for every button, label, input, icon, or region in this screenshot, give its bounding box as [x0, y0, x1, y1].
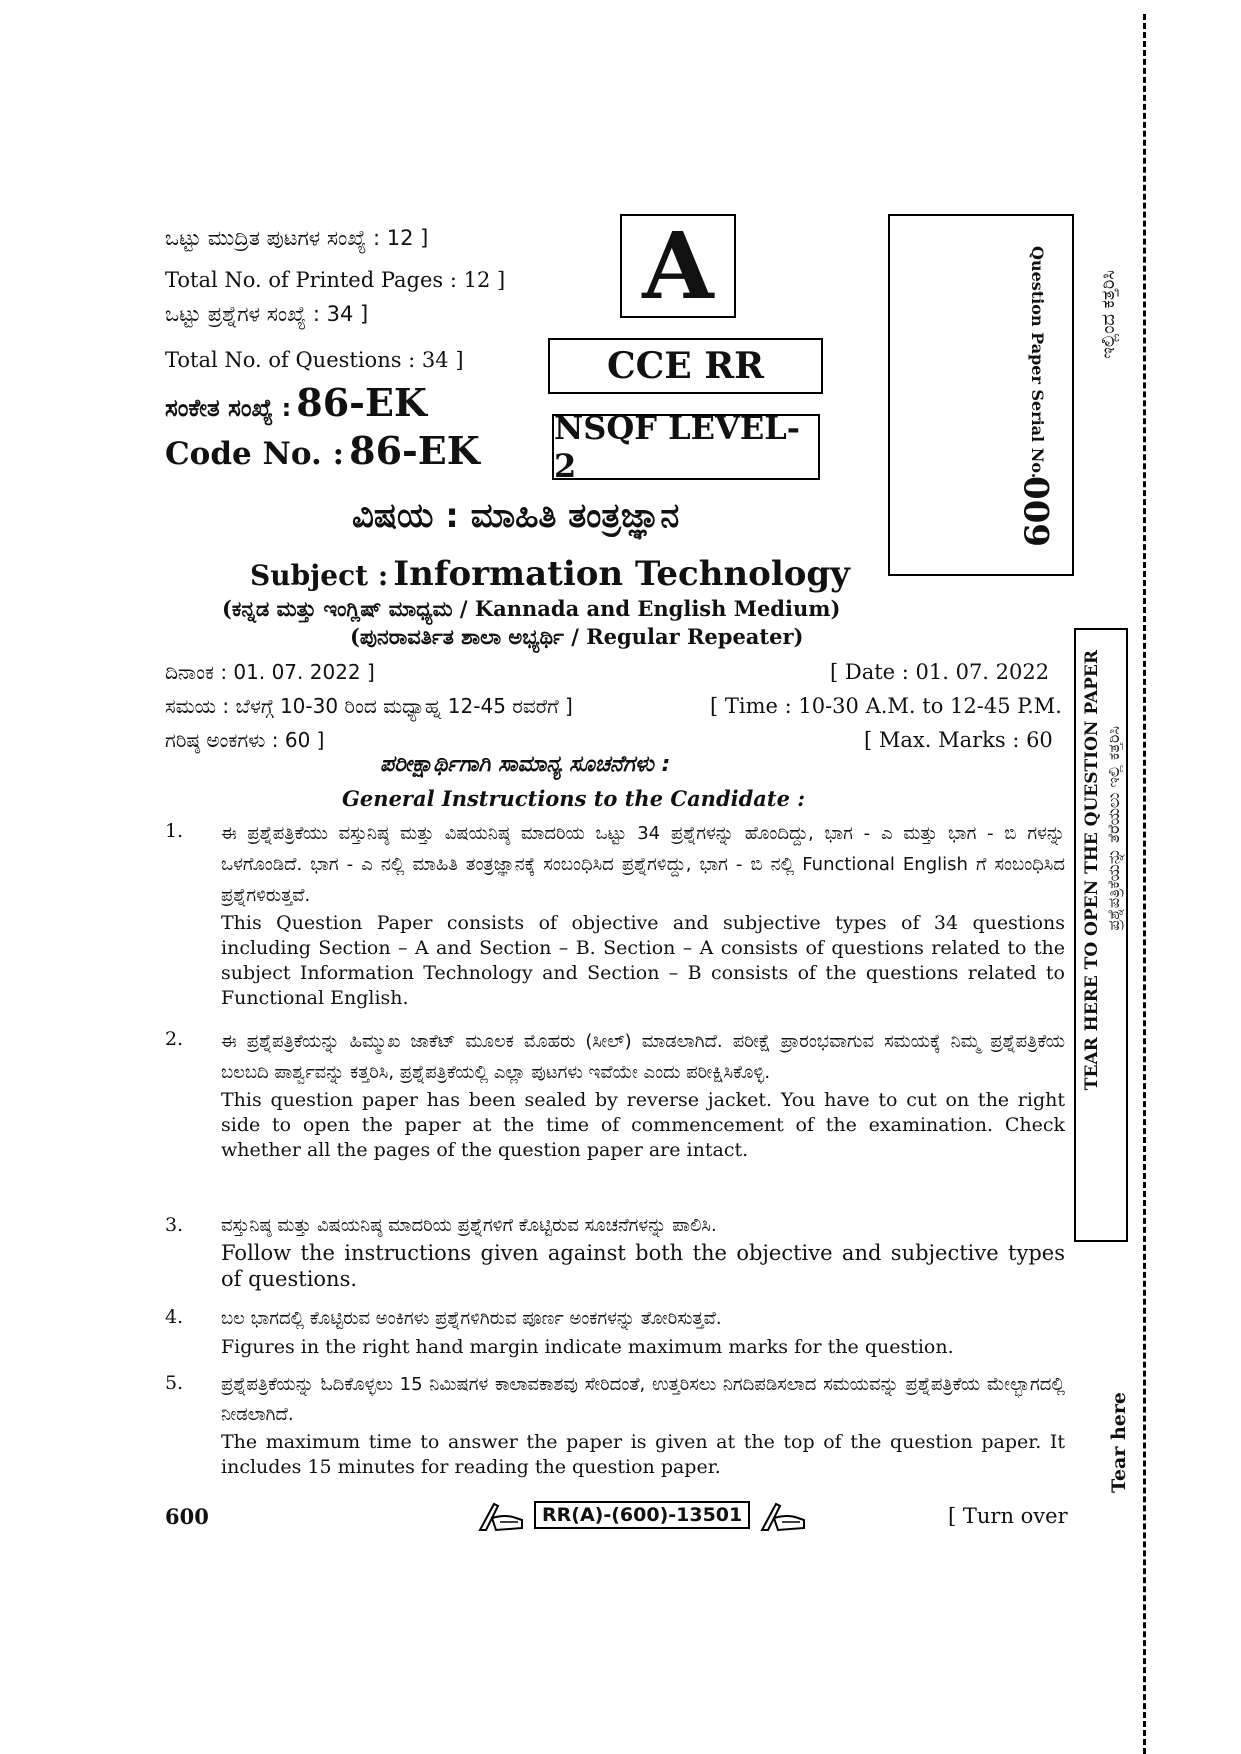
tear-box	[1074, 628, 1128, 1242]
code-line	[165, 428, 480, 473]
serial-number: 600	[1018, 476, 1058, 547]
instruction-item-4	[165, 1304, 1065, 1360]
instruction-number: 2.	[165, 1028, 184, 1050]
kn-time: ಸಮಯ : ಬೆಳಗ್ಗೆ 10-30 ರಿಂದ ಮಧ್ಯಾಹ್ನ 12-45 ರವರೆಗೆ ]	[165, 694, 573, 718]
tear-here-label: Tear here	[1108, 1392, 1130, 1493]
subject-title: Information Technology	[393, 554, 850, 594]
level-box: NSQF LEVEL-2	[552, 414, 820, 480]
instruction-item-5	[165, 1370, 1065, 1480]
instruction-kn: ಈ ಪ್ರಶ್ನೆಪತ್ರಿಕೆಯು ವಸ್ತುನಿಷ್ಠ ಮತ್ತು ವಿಷಯನಿಷ್ಠ ಮಾದರಿಯ ಒಟ್ಟು 34 ಪ್ರಶ್ನೆಗಳನ್ನು ಹೊಂದಿದ್ದು, ಭಾಗ - ಎ ಮತ್ತು ಭಾಗ - ಬಿ ಗಳನ್ನು ಒಳಗೊಂಡಿದೆ. ಭಾಗ - ಎ ನಲ್ಲಿ ಮಾಹಿತಿ ತಂತ್ರಜ್ಞಾನಕ್ಕೆ ಸಂಬಂಧಿಸಿದ ಪ್ರಶ್ನೆಗಳಿದ್ದು, ಭಾಗ - ಬಿ ನಲ್ಲಿ Functional English ಗೆ ಸಂಬಂಧಿಸಿದ ಪ್ರಶ್ನೆಗಳಿರುತ್ತವೆ.	[221, 823, 1065, 906]
instruction-number: 4.	[165, 1306, 184, 1328]
instruction-kn: ಈ ಪ್ರಶ್ನೆಪತ್ರಿಕೆಯನ್ನು ಹಿಮ್ಮುಖ ಜಾಕೆಟ್ ಮೂಲಕ ಮೊಹರು (ಸೀಲ್) ಮಾಡಲಾಗಿದೆ. ಪರೀಕ್ಷೆ ಪ್ರಾರಂಭವಾಗುವ ಸಮಯಕ್ಕೆ ನಿಮ್ಮ ಪ್ರಶ್ನೆಪತ್ರಿಕೆಯ ಬಲಬದಿ ಪಾರ್ಶ್ವವನ್ನು ಕತ್ತರಿಸಿ, ಪ್ರಶ್ನೆಪತ್ರಿಕೆಯಲ್ಲಿ ಎಲ್ಲಾ ಪುಟಗಳು ಇವೆಯೇ ಎಂದು ಪರೀಕ್ಷಿಸಿಕೊಳ್ಳಿ.	[221, 1031, 1065, 1083]
kn-code-label: ಸಂಕೇತ ಸಂಖ್ಯೆ :	[165, 394, 292, 422]
pen-hand-icon	[476, 1496, 526, 1534]
subject-label: Subject :	[250, 559, 389, 592]
medium: (ಕನ್ನಡ ಮತ್ತು ಇಂಗ್ಲಿಷ್ ಮಾಧ್ಯಮ / Kannada and English Medium)	[222, 596, 841, 621]
instruction-kn: ಪ್ರಶ್ನೆಪತ್ರಿಕೆಯನ್ನು ಓದಿಕೊಳ್ಳಲು 15 ನಿಮಿಷಗಳ ಕಾಲಾವಕಾಶವು ಸೇರಿದಂತೆ, ಉತ್ತರಿಸಲು ನಿಗದಿಪಡಿಸಲಾದ ಸಮಯವನ್ನು ಪ್ರಶ್ನೆಪತ್ರಿಕೆಯ ಮೇಲ್ಭಾಗದಲ್ಲಿ ನೀಡಲಾಗಿದೆ.	[221, 1374, 1065, 1425]
exam-box: CCE RR	[548, 338, 823, 394]
page-code: 600	[165, 1504, 209, 1529]
turn-over: [ Turn over	[948, 1504, 1068, 1528]
serial-box	[888, 214, 1074, 576]
max-marks: [ Max. Marks : 60	[864, 728, 1053, 752]
instruction-number: 5.	[165, 1372, 184, 1394]
kn-code-line	[165, 380, 427, 425]
ref-code: RR(A)-(600)-13501	[534, 1501, 750, 1529]
instruction-item-3	[165, 1212, 1065, 1292]
kn-subject: ವಿಷಯ : ಮಾಹಿತಿ ತಂತ್ರಜ್ಞಾನ	[352, 496, 680, 536]
instruction-item-2	[165, 1026, 1065, 1163]
time: [ Time : 10-30 A.M. to 12-45 P.M.	[710, 694, 1062, 718]
total-questions: Total No. of Questions : 34 ]	[165, 348, 464, 372]
code-label: Code No. :	[165, 436, 345, 472]
tear-here-kn: ಪ್ರಶ್ನೆಪತ್ರಿಕೆಯನ್ನು ತೆರೆಯಲು ಇಲ್ಲಿ ಕತ್ತರಿಸಿ	[1104, 726, 1123, 931]
tear-here-en: TEAR HERE TO OPEN THE QUESTION PAPER	[1082, 650, 1102, 1091]
instruction-item-1	[165, 818, 1065, 1011]
serial-label: Question Paper Serial No.	[1028, 246, 1047, 479]
kn-date: ದಿನಾಂಕ : 01. 07. 2022 ]	[165, 660, 375, 684]
instruction-en: Figures in the right hand margin indicate maximum marks for the question.	[221, 1336, 954, 1358]
kn-total-questions: ಒಟ್ಟು ಪ್ರಶ್ನೆಗಳ ಸಂಖ್ಯೆ : 34 ]	[165, 302, 369, 326]
instruction-number: 1.	[165, 820, 184, 842]
cut-line	[1143, 14, 1146, 1754]
kn-total-pages: ಒಟ್ಟು ಮುದ್ರಿತ ಪುಟಗಳ ಸಂಖ್ಯೆ : 12 ]	[165, 226, 429, 250]
kn-marks: ಗರಿಷ್ಠ ಅಂಕಗಳು : 60 ]	[165, 728, 325, 752]
kn-instructions-title: ಪರೀಕ್ಷಾರ್ಥಿಗಾಗಿ ಸಾಮಾನ್ಯ ಸೂಚನೆಗಳು :	[380, 752, 671, 777]
pen-hand-icon	[758, 1496, 808, 1534]
instruction-en: This Question Paper consists of objective and subjective types of 34 questions including Section – A and Section – B. Section – A consists of questions related to the subject Information Technology and Section – B consists of the questions related to Functional English.	[221, 912, 1065, 1009]
code-value: 86-EK	[349, 428, 480, 473]
instruction-kn: ಬಲ ಭಾಗದಲ್ಲಿ ಕೊಟ್ಟಿರುವ ಅಂಕಿಗಳು ಪ್ರಶ್ನೆಗಳಿಗಿರುವ ಪೂರ್ಣ ಅಂಕಗಳನ್ನು ತೋರಿಸುತ್ತವೆ.	[221, 1308, 722, 1329]
kn-cut-here: ಇಲ್ಲಿಂದ ಕತ್ತರಿಸಿ	[1098, 270, 1119, 359]
kn-code-value: 86-EK	[296, 380, 427, 425]
subject-line	[250, 554, 850, 594]
instruction-number: 3.	[165, 1214, 184, 1236]
instruction-en: The maximum time to answer the paper is given at the top of the question paper. It includes 15 minutes for reading the question paper.	[221, 1431, 1065, 1478]
instruction-en: This question paper has been sealed by reverse jacket. You have to cut on the right side to open the paper at the time of commencement of the examination. Check whether all the pages of the question paper are intact.	[221, 1089, 1065, 1161]
instructions-title: General Instructions to the Candidate :	[342, 786, 806, 811]
candidate-type: (ಪುನರಾವರ್ತಿತ ಶಾಲಾ ಅಭ್ಯರ್ಥಿ / Regular Repeater)	[350, 624, 804, 649]
instruction-en: Follow the instructions given against both the objective and subjective types of questions.	[221, 1241, 1065, 1291]
ref-code-group	[476, 1496, 808, 1534]
total-pages: Total No. of Printed Pages : 12 ]	[165, 268, 506, 292]
version-box: A	[620, 214, 736, 318]
instruction-kn: ವಸ್ತುನಿಷ್ಠ ಮತ್ತು ವಿಷಯನಿಷ್ಠ ಮಾದರಿಯ ಪ್ರಶ್ನೆಗಳಿಗೆ ಕೊಟ್ಟಿರುವ ಸೂಚನೆಗಳನ್ನು ಪಾಲಿಸಿ.	[221, 1215, 717, 1236]
date: [ Date : 01. 07. 2022	[830, 660, 1050, 684]
